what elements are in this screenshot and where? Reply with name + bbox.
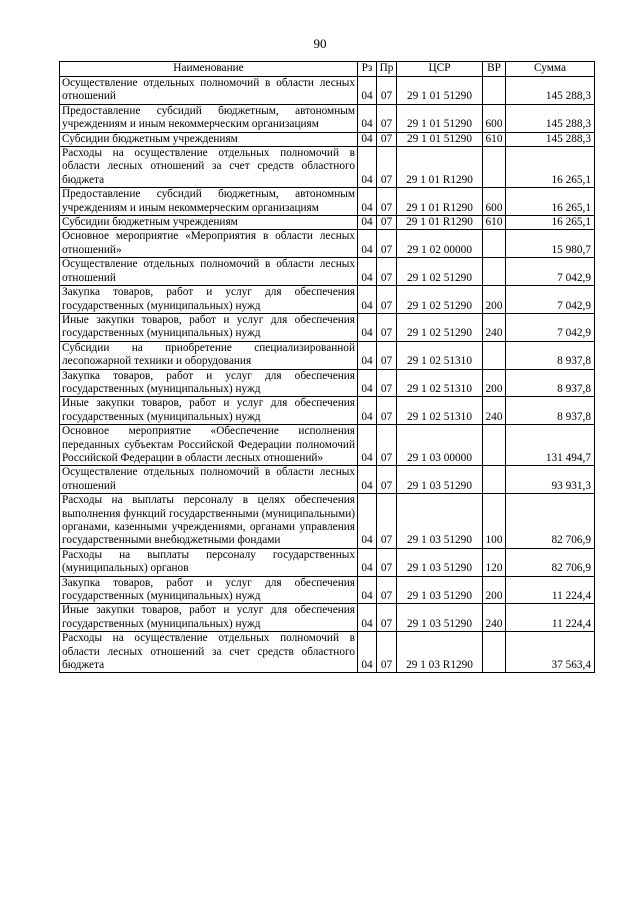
cell-csr: 29 1 02 51310 <box>397 397 483 425</box>
cell-vr: 600 <box>483 188 506 216</box>
cell-pr: 07 <box>377 230 397 258</box>
cell-csr: 29 1 03 51290 <box>397 494 483 549</box>
table-row <box>60 425 595 466</box>
header-vr: ВР <box>483 62 506 77</box>
cell-sum: 8 937,8 <box>506 369 595 397</box>
cell-sum: 11 224,4 <box>506 576 595 604</box>
cell-vr: 100 <box>483 494 506 549</box>
table-row <box>60 230 595 258</box>
cell-csr: 29 1 03 51290 <box>397 466 483 494</box>
cell-pr: 07 <box>377 604 397 632</box>
table-header-row <box>60 62 595 77</box>
cell-rz: 04 <box>358 632 377 673</box>
cell-name: Основное мероприятие «Мероприятия в области лесных отношений» <box>60 230 358 258</box>
cell-sum: 8 937,8 <box>506 397 595 425</box>
cell-name: Иные закупки товаров, работ и услуг для обеспечения государственных (муниципальных) нужд <box>60 397 358 425</box>
cell-pr: 07 <box>377 397 397 425</box>
cell-vr <box>483 341 506 369</box>
table-row <box>60 104 595 132</box>
cell-csr: 29 1 03 00000 <box>397 425 483 466</box>
table-row <box>60 397 595 425</box>
cell-sum: 11 224,4 <box>506 604 595 632</box>
cell-sum: 8 937,8 <box>506 341 595 369</box>
cell-pr: 07 <box>377 341 397 369</box>
table-row <box>60 604 595 632</box>
cell-rz: 04 <box>358 147 377 188</box>
table-row <box>60 632 595 673</box>
cell-csr: 29 1 02 51310 <box>397 341 483 369</box>
cell-name: Закупка товаров, работ и услуг для обеспечения государственных (муниципальных) нужд <box>60 369 358 397</box>
cell-vr: 240 <box>483 313 506 341</box>
cell-csr: 29 1 01 51290 <box>397 132 483 146</box>
cell-sum: 82 706,9 <box>506 494 595 549</box>
cell-rz: 04 <box>358 425 377 466</box>
cell-name: Иные закупки товаров, работ и услуг для обеспечения государственных (муниципальных) нужд <box>60 604 358 632</box>
cell-name: Предоставление субсидий бюджетным, автономным учреждениям и иным некоммерческим организациям <box>60 188 358 216</box>
header-pr: Пр <box>377 62 397 77</box>
cell-name: Субсидии на приобретение специализированной лесопожарной техники и оборудования <box>60 341 358 369</box>
table-row <box>60 188 595 216</box>
cell-name: Осуществление отдельных полномочий в области лесных отношений <box>60 466 358 494</box>
cell-pr: 07 <box>377 188 397 216</box>
cell-sum: 7 042,9 <box>506 286 595 314</box>
cell-rz: 04 <box>358 341 377 369</box>
cell-csr: 29 1 02 00000 <box>397 230 483 258</box>
cell-pr: 07 <box>377 369 397 397</box>
cell-sum: 16 265,1 <box>506 147 595 188</box>
cell-name: Осуществление отдельных полномочий в области лесных отношений <box>60 258 358 286</box>
cell-rz: 04 <box>358 258 377 286</box>
table-row <box>60 494 595 549</box>
cell-rz: 04 <box>358 369 377 397</box>
cell-csr: 29 1 02 51290 <box>397 258 483 286</box>
cell-name: Осуществление отдельных полномочий в области лесных отношений <box>60 77 358 105</box>
cell-pr: 07 <box>377 494 397 549</box>
cell-vr <box>483 632 506 673</box>
cell-pr: 07 <box>377 77 397 105</box>
cell-pr: 07 <box>377 286 397 314</box>
cell-sum: 145 288,3 <box>506 77 595 105</box>
cell-vr <box>483 425 506 466</box>
table-row <box>60 286 595 314</box>
table-row <box>60 548 595 576</box>
table-row <box>60 369 595 397</box>
cell-rz: 04 <box>358 216 377 230</box>
table-row <box>60 147 595 188</box>
header-rz: Рз <box>358 62 377 77</box>
cell-name: Закупка товаров, работ и услуг для обеспечения государственных (муниципальных) нужд <box>60 286 358 314</box>
cell-rz: 04 <box>358 77 377 105</box>
budget-table <box>59 61 595 673</box>
cell-pr: 07 <box>377 425 397 466</box>
cell-csr: 29 1 01 R1290 <box>397 216 483 230</box>
cell-sum: 16 265,1 <box>506 216 595 230</box>
header-csr: ЦСР <box>397 62 483 77</box>
cell-vr <box>483 258 506 286</box>
cell-sum: 93 931,3 <box>506 466 595 494</box>
cell-sum: 145 288,3 <box>506 132 595 146</box>
table-row <box>60 258 595 286</box>
cell-vr: 240 <box>483 604 506 632</box>
cell-vr: 120 <box>483 548 506 576</box>
cell-vr: 200 <box>483 369 506 397</box>
cell-name: Закупка товаров, работ и услуг для обеспечения государственных (муниципальных) нужд <box>60 576 358 604</box>
cell-csr: 29 1 02 51290 <box>397 286 483 314</box>
cell-rz: 04 <box>358 397 377 425</box>
cell-rz: 04 <box>358 576 377 604</box>
cell-csr: 29 1 01 51290 <box>397 104 483 132</box>
cell-name: Расходы на выплаты персоналу в целях обеспечения выполнения функций государственными (муниципальными) органами, казенными учреждениями, органами управления государственными внебюджетными фондами <box>60 494 358 549</box>
cell-sum: 37 563,4 <box>506 632 595 673</box>
cell-rz: 04 <box>358 604 377 632</box>
cell-sum: 15 980,7 <box>506 230 595 258</box>
cell-sum: 16 265,1 <box>506 188 595 216</box>
cell-csr: 29 1 02 51310 <box>397 369 483 397</box>
cell-pr: 07 <box>377 632 397 673</box>
cell-rz: 04 <box>358 230 377 258</box>
header-name: Наименование <box>60 62 358 77</box>
table-row <box>60 576 595 604</box>
cell-pr: 07 <box>377 548 397 576</box>
cell-vr <box>483 77 506 105</box>
cell-rz: 04 <box>358 494 377 549</box>
cell-vr: 600 <box>483 104 506 132</box>
cell-rz: 04 <box>358 286 377 314</box>
cell-csr: 29 1 01 R1290 <box>397 147 483 188</box>
cell-name: Расходы на выплаты персоналу государственных (муниципальных) органов <box>60 548 358 576</box>
cell-csr: 29 1 02 51290 <box>397 313 483 341</box>
cell-pr: 07 <box>377 147 397 188</box>
cell-name: Субсидии бюджетным учреждениям <box>60 216 358 230</box>
cell-sum: 145 288,3 <box>506 104 595 132</box>
table-row <box>60 313 595 341</box>
cell-pr: 07 <box>377 104 397 132</box>
cell-sum: 7 042,9 <box>506 313 595 341</box>
cell-name: Предоставление субсидий бюджетным, автономным учреждениям и иным некоммерческим организациям <box>60 104 358 132</box>
cell-vr <box>483 147 506 188</box>
cell-vr: 200 <box>483 576 506 604</box>
cell-csr: 29 1 03 51290 <box>397 604 483 632</box>
cell-rz: 04 <box>358 132 377 146</box>
cell-pr: 07 <box>377 576 397 604</box>
cell-vr: 610 <box>483 132 506 146</box>
cell-vr: 610 <box>483 216 506 230</box>
cell-rz: 04 <box>358 548 377 576</box>
cell-vr: 240 <box>483 397 506 425</box>
cell-vr: 200 <box>483 286 506 314</box>
table-row <box>60 132 595 146</box>
cell-rz: 04 <box>358 188 377 216</box>
cell-vr <box>483 230 506 258</box>
table-row <box>60 77 595 105</box>
cell-vr <box>483 466 506 494</box>
table-row <box>60 466 595 494</box>
cell-rz: 04 <box>358 466 377 494</box>
cell-name: Расходы на осуществление отдельных полномочий в области лесных отношений за счет средств областного бюджета <box>60 147 358 188</box>
table-row <box>60 216 595 230</box>
page-number: 90 <box>313 36 327 51</box>
table-row <box>60 341 595 369</box>
cell-csr: 29 1 01 51290 <box>397 77 483 105</box>
cell-csr: 29 1 03 51290 <box>397 576 483 604</box>
cell-csr: 29 1 01 R1290 <box>397 188 483 216</box>
header-sum: Сумма <box>506 62 595 77</box>
cell-rz: 04 <box>358 104 377 132</box>
cell-pr: 07 <box>377 258 397 286</box>
cell-name: Расходы на осуществление отдельных полномочий в области лесных отношений за счет средств областного бюджета <box>60 632 358 673</box>
cell-pr: 07 <box>377 313 397 341</box>
cell-name: Иные закупки товаров, работ и услуг для обеспечения государственных (муниципальных) нужд <box>60 313 358 341</box>
cell-pr: 07 <box>377 216 397 230</box>
cell-sum: 82 706,9 <box>506 548 595 576</box>
cell-pr: 07 <box>377 132 397 146</box>
cell-rz: 04 <box>358 313 377 341</box>
cell-csr: 29 1 03 51290 <box>397 548 483 576</box>
cell-name: Основное мероприятие «Обеспечение исполнения переданных субъектам Российской Федерации полномочий Российской Федерации в области лесных отношений» <box>60 425 358 466</box>
cell-pr: 07 <box>377 466 397 494</box>
cell-csr: 29 1 03 R1290 <box>397 632 483 673</box>
cell-name: Субсидии бюджетным учреждениям <box>60 132 358 146</box>
cell-sum: 7 042,9 <box>506 258 595 286</box>
cell-sum: 131 494,7 <box>506 425 595 466</box>
